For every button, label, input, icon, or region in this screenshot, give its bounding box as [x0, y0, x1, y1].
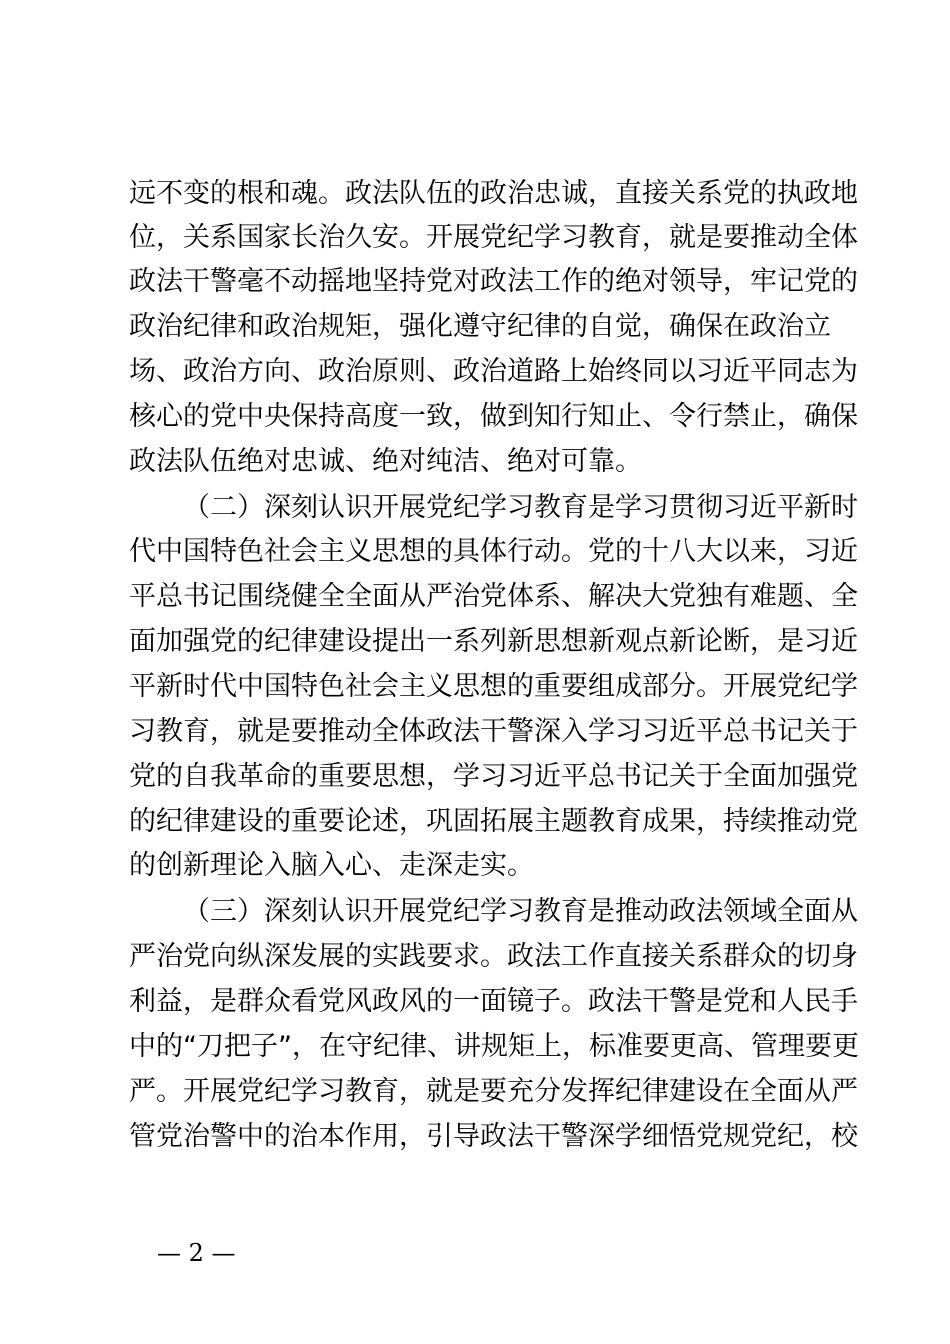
text-line: 政法干警毫不动摇地坚持党对政法工作的绝对领导，牢记党的: [129, 266, 858, 297]
text-line: 平新时代中国特色社会主义思想的重要组成部分。开展党纪学: [129, 671, 858, 702]
text-line: 利益，是群众看党风政风的一面镜子。政法干警是党和人民手: [129, 986, 858, 1017]
text-line: 平总书记围绕健全全面从严治党体系、解决大党独有难题、全: [129, 581, 858, 612]
text-line: 的创新理论入脑入心、走深走实。: [129, 850, 534, 881]
text-line: 管党治警中的治本作用，引导政法干警深学细悟党规党纪，校: [129, 1121, 858, 1152]
paragraph-heading-2: （二）深刻认识开展党纪学习教育是学习贯彻习近平新时: [183, 492, 858, 523]
paragraph-heading-3: （三）深刻认识开展党纪学习教育是推动政法领域全面从: [183, 896, 858, 927]
text-line: 习教育，就是要推动全体政法干警深入学习习近平总书记关于: [129, 716, 858, 747]
text-line: 场、政治方向、政治原则、政治道路上始终同以习近平同志为: [129, 356, 858, 387]
text-line: 核心的党中央保持高度一致，做到知行知止、令行禁止，确保: [129, 401, 858, 432]
page-number: — 2 —: [157, 1239, 236, 1267]
text-line: 严治党向纵深发展的实践要求。政法工作直接关系群众的切身: [129, 941, 858, 972]
text-line: 政法队伍绝对忠诚、绝对纯洁、绝对可靠。: [129, 446, 642, 477]
text-line: 党的自我革命的重要思想，学习习近平总书记关于全面加强党: [129, 761, 858, 792]
text-line: 政治纪律和政治规矩，强化遵守纪律的自觉，确保在政治立: [129, 311, 831, 342]
text-line: 面加强党的纪律建设提出一系列新思想新观点新论断，是习近: [129, 626, 858, 657]
text-line: 代中国特色社会主义思想的具体行动。党的十八大以来，习近: [129, 536, 858, 567]
text-line: 中的“刀把子”，在守纪律、讲规矩上，标准要更高、管理要更: [129, 1031, 859, 1062]
text-line: 远不变的根和魂。政法队伍的政治忠诚，直接关系党的执政地: [129, 178, 858, 209]
text-line: 的纪律建设的重要论述，巩固拓展主题教育成果，持续推动党: [129, 806, 858, 837]
text-line: 严。开展党纪学习教育，就是要充分发挥纪律建设在全面从严: [129, 1076, 858, 1107]
text-line: 位，关系国家长治久安。开展党纪学习教育，就是要推动全体: [129, 222, 858, 253]
